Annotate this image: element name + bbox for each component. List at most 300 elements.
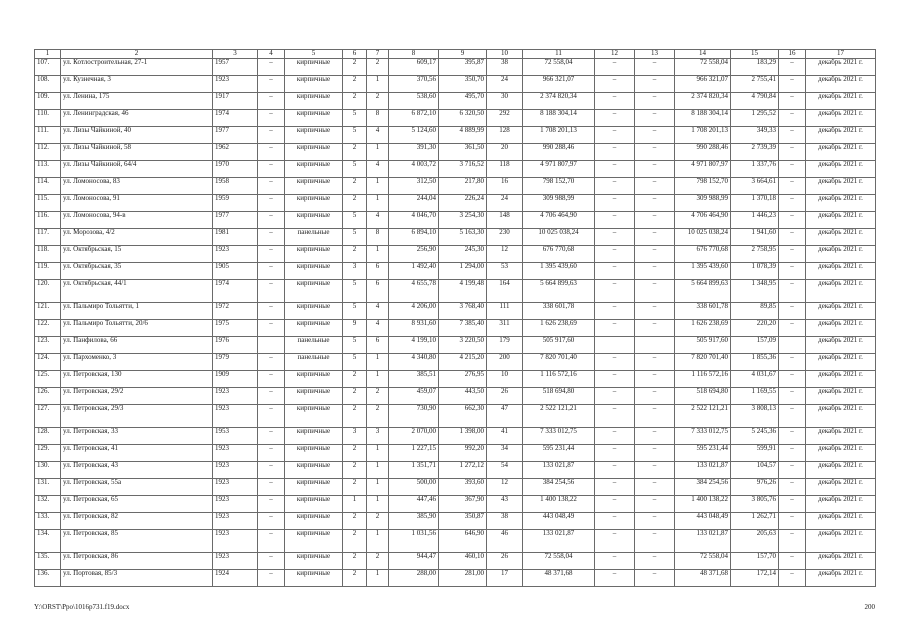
table-row [35, 246, 876, 263]
empty-cell: – [258, 428, 285, 445]
deadline-cell: декабрь 2021 г. [806, 178, 876, 195]
cost-per-sqm-cell: 1 078,39 [731, 263, 779, 280]
entrances-cell: 1 [367, 144, 389, 161]
floors-cell: 2 [343, 59, 367, 76]
living-area-cell: 1 272,12 [439, 462, 487, 479]
total-cost-cell: 5 664 899,63 [675, 280, 731, 303]
table-row [35, 428, 876, 445]
total-area-cell: 6 894,10 [389, 229, 439, 246]
cost-per-sqm-cell: 1 262,71 [731, 513, 779, 530]
empty-cell: – [779, 263, 806, 280]
empty-cell: – [779, 161, 806, 178]
cost-per-sqm-cell: 1 337,76 [731, 161, 779, 178]
empty-cell: – [258, 371, 285, 388]
empty-cell: – [595, 195, 635, 212]
address-cell: ул. Пальмиро Тольятти, 1 [61, 303, 213, 320]
total-area-cell: 4 340,80 [389, 354, 439, 371]
year-cell: 1905 [213, 263, 258, 280]
empty-cell: – [595, 479, 635, 496]
residents-cell: 292 [487, 110, 523, 127]
year-cell: 1923 [213, 462, 258, 479]
empty-cell: – [258, 212, 285, 229]
total-cost-cell: 1 116 572,16 [675, 371, 731, 388]
row-number-cell: 124. [35, 354, 61, 371]
entrances-cell: 1 [367, 462, 389, 479]
empty-cell: – [635, 246, 675, 263]
empty-cell: – [595, 303, 635, 320]
year-cell: 1974 [213, 110, 258, 127]
cost-cell: 5 664 899,63 [523, 280, 595, 303]
empty-cell: – [595, 496, 635, 513]
residents-cell: 24 [487, 195, 523, 212]
address-cell: ул. Кузнечная, 3 [61, 76, 213, 93]
row-number-cell: 127. [35, 405, 61, 428]
table-row [35, 263, 876, 280]
address-cell: ул. Петровская, 55а [61, 479, 213, 496]
floors-cell: 5 [343, 280, 367, 303]
empty-cell: – [595, 530, 635, 553]
deadline-cell: декабрь 2021 г. [806, 59, 876, 76]
total-area-cell: 1 031,56 [389, 530, 439, 553]
cost-per-sqm-cell: 172,14 [731, 570, 779, 587]
residents-cell: 20 [487, 144, 523, 161]
address-cell: ул. Пархоменко, 3 [61, 354, 213, 371]
floors-cell: 2 [343, 462, 367, 479]
empty-cell: – [258, 280, 285, 303]
empty-cell: – [258, 110, 285, 127]
wall-material-cell: кирпичные [285, 280, 343, 303]
year-cell: 1974 [213, 280, 258, 303]
column-header: 10 [487, 50, 523, 59]
empty-cell: – [595, 178, 635, 195]
floors-cell: 2 [343, 246, 367, 263]
wall-material-cell: панельные [285, 337, 343, 354]
empty-cell [779, 337, 806, 354]
total-area-cell: 4 003,72 [389, 161, 439, 178]
year-cell: 1979 [213, 354, 258, 371]
living-area-cell: 395,87 [439, 59, 487, 76]
deadline-cell: декабрь 2021 г. [806, 496, 876, 513]
year-cell: 1975 [213, 320, 258, 337]
cost-per-sqm-cell: 157,70 [731, 553, 779, 570]
empty-cell: – [258, 479, 285, 496]
total-area-cell: 4 655,78 [389, 280, 439, 303]
deadline-cell: декабрь 2021 г. [806, 513, 876, 530]
row-number-cell: 116. [35, 212, 61, 229]
living-area-cell: 3 254,30 [439, 212, 487, 229]
column-header: 11 [523, 50, 595, 59]
table-row [35, 195, 876, 212]
row-number-cell: 129. [35, 445, 61, 462]
empty-cell: – [595, 161, 635, 178]
empty-cell: – [635, 354, 675, 371]
living-area-cell: 443,50 [439, 388, 487, 405]
living-area-cell: 3 768,40 [439, 303, 487, 320]
floors-cell: 5 [343, 229, 367, 246]
cost-per-sqm-cell: 1 295,52 [731, 110, 779, 127]
entrances-cell: 1 [367, 479, 389, 496]
residents-cell: 54 [487, 462, 523, 479]
floors-cell: 2 [343, 371, 367, 388]
empty-cell: – [635, 93, 675, 110]
deadline-cell: декабрь 2021 г. [806, 462, 876, 479]
empty-cell: – [595, 280, 635, 303]
column-header: 16 [779, 50, 806, 59]
column-header: 6 [343, 50, 367, 59]
living-area-cell: 4 199,48 [439, 280, 487, 303]
table-row [35, 93, 876, 110]
table-row [35, 445, 876, 462]
empty-cell: – [258, 263, 285, 280]
year-cell: 1962 [213, 144, 258, 161]
wall-material-cell: кирпичные [285, 320, 343, 337]
row-number-cell: 126. [35, 388, 61, 405]
table-row [35, 144, 876, 161]
wall-material-cell: кирпичные [285, 388, 343, 405]
empty-cell: – [595, 445, 635, 462]
empty-cell: – [258, 553, 285, 570]
total-area-cell: 4 046,70 [389, 212, 439, 229]
wall-material-cell: кирпичные [285, 479, 343, 496]
living-area-cell: 367,90 [439, 496, 487, 513]
year-cell: 1977 [213, 127, 258, 144]
column-header: 4 [258, 50, 285, 59]
wall-material-cell: кирпичные [285, 76, 343, 93]
residents-cell: 128 [487, 127, 523, 144]
address-cell: ул. Лизы Чайкиной, 58 [61, 144, 213, 161]
row-number-cell: 113. [35, 161, 61, 178]
empty-cell: – [779, 127, 806, 144]
wall-material-cell: кирпичные [285, 530, 343, 553]
entrances-cell: 1 [367, 246, 389, 263]
entrances-cell: 8 [367, 110, 389, 127]
deadline-cell: декабрь 2021 г. [806, 428, 876, 445]
entrances-cell: 1 [367, 530, 389, 553]
total-cost-cell: 595 231,44 [675, 445, 731, 462]
empty-cell [258, 337, 285, 354]
empty-cell: – [595, 388, 635, 405]
empty-cell: – [635, 320, 675, 337]
empty-cell: – [635, 127, 675, 144]
empty-cell: – [635, 405, 675, 428]
cost-cell: 1 116 572,16 [523, 371, 595, 388]
cost-cell: 309 988,99 [523, 195, 595, 212]
empty-cell: – [635, 280, 675, 303]
residents-cell: 17 [487, 570, 523, 587]
deadline-cell: декабрь 2021 г. [806, 263, 876, 280]
cost-per-sqm-cell: 89,85 [731, 303, 779, 320]
column-header: 9 [439, 50, 487, 59]
empty-cell [595, 337, 635, 354]
cost-per-sqm-cell: 104,57 [731, 462, 779, 479]
deadline-cell: декабрь 2021 г. [806, 530, 876, 553]
wall-material-cell: кирпичные [285, 161, 343, 178]
total-area-cell: 391,30 [389, 144, 439, 161]
deadline-cell: декабрь 2021 г. [806, 212, 876, 229]
residents-cell: 12 [487, 246, 523, 263]
entrances-cell: 1 [367, 371, 389, 388]
total-cost-cell: 133 021,87 [675, 530, 731, 553]
cost-cell: 1 400 138,22 [523, 496, 595, 513]
cost-per-sqm-cell: 599,91 [731, 445, 779, 462]
floors-cell: 5 [343, 161, 367, 178]
row-number-cell: 111. [35, 127, 61, 144]
cost-per-sqm-cell: 2 739,39 [731, 144, 779, 161]
cost-per-sqm-cell: 1 855,36 [731, 354, 779, 371]
empty-cell: – [635, 479, 675, 496]
year-cell: 1917 [213, 93, 258, 110]
empty-cell: – [258, 462, 285, 479]
floors-cell: 2 [343, 144, 367, 161]
empty-cell: – [779, 320, 806, 337]
entrances-cell: 2 [367, 513, 389, 530]
row-number-cell: 115. [35, 195, 61, 212]
residents-cell: 12 [487, 479, 523, 496]
living-area-cell: 350,87 [439, 513, 487, 530]
cost-cell: 798 152,70 [523, 178, 595, 195]
deadline-cell: декабрь 2021 г. [806, 110, 876, 127]
total-cost-cell: 7 820 701,40 [675, 354, 731, 371]
deadline-cell: декабрь 2021 г. [806, 479, 876, 496]
residents-cell: 38 [487, 59, 523, 76]
total-area-cell: 288,00 [389, 570, 439, 587]
empty-cell: – [258, 320, 285, 337]
cost-per-sqm-cell: 3 664,61 [731, 178, 779, 195]
entrances-cell: 4 [367, 127, 389, 144]
total-cost-cell: 8 188 304,14 [675, 110, 731, 127]
cost-cell: 518 694,80 [523, 388, 595, 405]
cost-per-sqm-cell: 1 348,95 [731, 280, 779, 303]
wall-material-cell: кирпичные [285, 371, 343, 388]
living-area-cell: 460,10 [439, 553, 487, 570]
document-page [34, 49, 875, 587]
empty-cell: – [258, 229, 285, 246]
floors-cell: 2 [343, 513, 367, 530]
cost-per-sqm-cell: 2 758,95 [731, 246, 779, 263]
table-row [35, 127, 876, 144]
year-cell: 1976 [213, 337, 258, 354]
floors-cell: 1 [343, 496, 367, 513]
empty-cell: – [258, 144, 285, 161]
address-cell: ул. Петровская, 29/3 [61, 405, 213, 428]
empty-cell: – [595, 229, 635, 246]
empty-cell: – [635, 110, 675, 127]
year-cell: 1923 [213, 246, 258, 263]
wall-material-cell: кирпичные [285, 513, 343, 530]
floors-cell: 5 [343, 354, 367, 371]
cost-cell: 10 025 038,24 [523, 229, 595, 246]
row-number-cell: 120. [35, 280, 61, 303]
living-area-cell: 361,50 [439, 144, 487, 161]
entrances-cell: 2 [367, 388, 389, 405]
empty-cell: – [595, 462, 635, 479]
total-area-cell: 538,60 [389, 93, 439, 110]
cost-cell: 990 288,46 [523, 144, 595, 161]
empty-cell: – [635, 76, 675, 93]
total-area-cell: 385,51 [389, 371, 439, 388]
row-number-cell: 132. [35, 496, 61, 513]
floors-cell: 2 [343, 76, 367, 93]
year-cell: 1957 [213, 59, 258, 76]
row-number-cell: 131. [35, 479, 61, 496]
row-number-cell: 107. [35, 59, 61, 76]
column-header: 17 [806, 50, 876, 59]
empty-cell: – [595, 144, 635, 161]
empty-cell: – [779, 246, 806, 263]
row-number-cell: 122. [35, 320, 61, 337]
cost-cell: 676 770,68 [523, 246, 595, 263]
empty-cell: – [779, 280, 806, 303]
address-cell: ул. Петровская, 85 [61, 530, 213, 553]
empty-cell: – [595, 110, 635, 127]
floors-cell: 9 [343, 320, 367, 337]
address-cell: ул. Портовая, 85/3 [61, 570, 213, 587]
cost-cell: 8 188 304,14 [523, 110, 595, 127]
wall-material-cell: кирпичные [285, 195, 343, 212]
empty-cell: – [779, 93, 806, 110]
year-cell: 1981 [213, 229, 258, 246]
cost-cell: 72 558,04 [523, 553, 595, 570]
year-cell: 1972 [213, 303, 258, 320]
deadline-cell: декабрь 2021 г. [806, 144, 876, 161]
empty-cell: – [258, 513, 285, 530]
total-cost-cell: 10 025 038,24 [675, 229, 731, 246]
empty-cell: – [779, 229, 806, 246]
residents-cell: 230 [487, 229, 523, 246]
empty-cell: – [779, 513, 806, 530]
deadline-cell: декабрь 2021 г. [806, 280, 876, 303]
wall-material-cell: кирпичные [285, 263, 343, 280]
table-row [35, 76, 876, 93]
row-number-cell: 135. [35, 553, 61, 570]
total-cost-cell: 1 395 439,60 [675, 263, 731, 280]
total-area-cell: 609,17 [389, 59, 439, 76]
address-cell: ул. Петровская, 65 [61, 496, 213, 513]
living-area-cell: 281,00 [439, 570, 487, 587]
year-cell: 1923 [213, 553, 258, 570]
empty-cell: – [595, 553, 635, 570]
cost-cell: 384 254,56 [523, 479, 595, 496]
total-area-cell: 459,07 [389, 388, 439, 405]
entrances-cell: 4 [367, 212, 389, 229]
empty-cell: – [258, 178, 285, 195]
year-cell: 1923 [213, 405, 258, 428]
total-area-cell: 1 492,40 [389, 263, 439, 280]
living-area-cell: 350,70 [439, 76, 487, 93]
cost-cell: 2 522 121,21 [523, 405, 595, 428]
total-area-cell: 1 227,15 [389, 445, 439, 462]
table-row [35, 337, 876, 354]
empty-cell: – [779, 303, 806, 320]
year-cell: 1923 [213, 445, 258, 462]
empty-cell: – [779, 496, 806, 513]
address-cell: ул. Петровская, 43 [61, 462, 213, 479]
empty-cell: – [595, 570, 635, 587]
deadline-cell: декабрь 2021 г. [806, 76, 876, 93]
empty-cell: – [595, 354, 635, 371]
address-cell: ул. Морозова, 4/2 [61, 229, 213, 246]
cost-per-sqm-cell: 3 805,76 [731, 496, 779, 513]
table-row [35, 530, 876, 553]
living-area-cell: 495,70 [439, 93, 487, 110]
address-cell: ул. Ломоносова, 94-в [61, 212, 213, 229]
wall-material-cell: кирпичные [285, 246, 343, 263]
living-area-cell: 276,95 [439, 371, 487, 388]
residents-cell: 43 [487, 496, 523, 513]
row-number-cell: 117. [35, 229, 61, 246]
entrances-cell: 4 [367, 161, 389, 178]
cost-per-sqm-cell: 976,26 [731, 479, 779, 496]
cost-cell: 443 048,49 [523, 513, 595, 530]
table-row [35, 388, 876, 405]
address-cell: ул. Котлостроительная, 27-1 [61, 59, 213, 76]
row-number-cell: 119. [35, 263, 61, 280]
deadline-cell: декабрь 2021 г. [806, 127, 876, 144]
total-cost-cell: 443 048,49 [675, 513, 731, 530]
empty-cell: – [595, 127, 635, 144]
table-row [35, 496, 876, 513]
total-area-cell: 447,46 [389, 496, 439, 513]
row-number-cell: 128. [35, 428, 61, 445]
cost-per-sqm-cell: 1 446,23 [731, 212, 779, 229]
cost-cell: 4 706 464,90 [523, 212, 595, 229]
wall-material-cell: кирпичные [285, 93, 343, 110]
empty-cell: – [779, 405, 806, 428]
year-cell: 1953 [213, 428, 258, 445]
empty-cell: – [635, 229, 675, 246]
table-row [35, 371, 876, 388]
table-row [35, 570, 876, 587]
empty-cell: – [779, 178, 806, 195]
table-row [35, 178, 876, 195]
column-header: 15 [731, 50, 779, 59]
total-cost-cell: 518 694,80 [675, 388, 731, 405]
deadline-cell: декабрь 2021 г. [806, 195, 876, 212]
column-header: 1 [35, 50, 61, 59]
deadline-cell: декабрь 2021 г. [806, 405, 876, 428]
cost-per-sqm-cell: 5 245,36 [731, 428, 779, 445]
floors-cell: 5 [343, 337, 367, 354]
total-cost-cell: 505 917,60 [675, 337, 731, 354]
empty-cell: – [595, 405, 635, 428]
living-area-cell: 992,20 [439, 445, 487, 462]
cost-cell: 1 708 201,13 [523, 127, 595, 144]
deadline-cell: декабрь 2021 г. [806, 93, 876, 110]
address-cell: ул. Октябрьская, 35 [61, 263, 213, 280]
empty-cell: – [635, 553, 675, 570]
wall-material-cell: кирпичные [285, 428, 343, 445]
residents-cell: 311 [487, 320, 523, 337]
empty-cell: – [635, 388, 675, 405]
deadline-cell: декабрь 2021 г. [806, 371, 876, 388]
empty-cell: – [635, 371, 675, 388]
empty-cell: – [635, 144, 675, 161]
empty-cell: – [258, 496, 285, 513]
empty-cell: – [595, 212, 635, 229]
entrances-cell: 2 [367, 59, 389, 76]
wall-material-cell: кирпичные [285, 178, 343, 195]
living-area-cell: 393,60 [439, 479, 487, 496]
floors-cell: 3 [343, 263, 367, 280]
residents-cell: 179 [487, 337, 523, 354]
cost-per-sqm-cell: 4 790,84 [731, 93, 779, 110]
deadline-cell: декабрь 2021 г. [806, 337, 876, 354]
entrances-cell: 1 [367, 354, 389, 371]
row-number-cell: 108. [35, 76, 61, 93]
cost-cell: 966 321,07 [523, 76, 595, 93]
floors-cell: 5 [343, 110, 367, 127]
floors-cell: 2 [343, 570, 367, 587]
